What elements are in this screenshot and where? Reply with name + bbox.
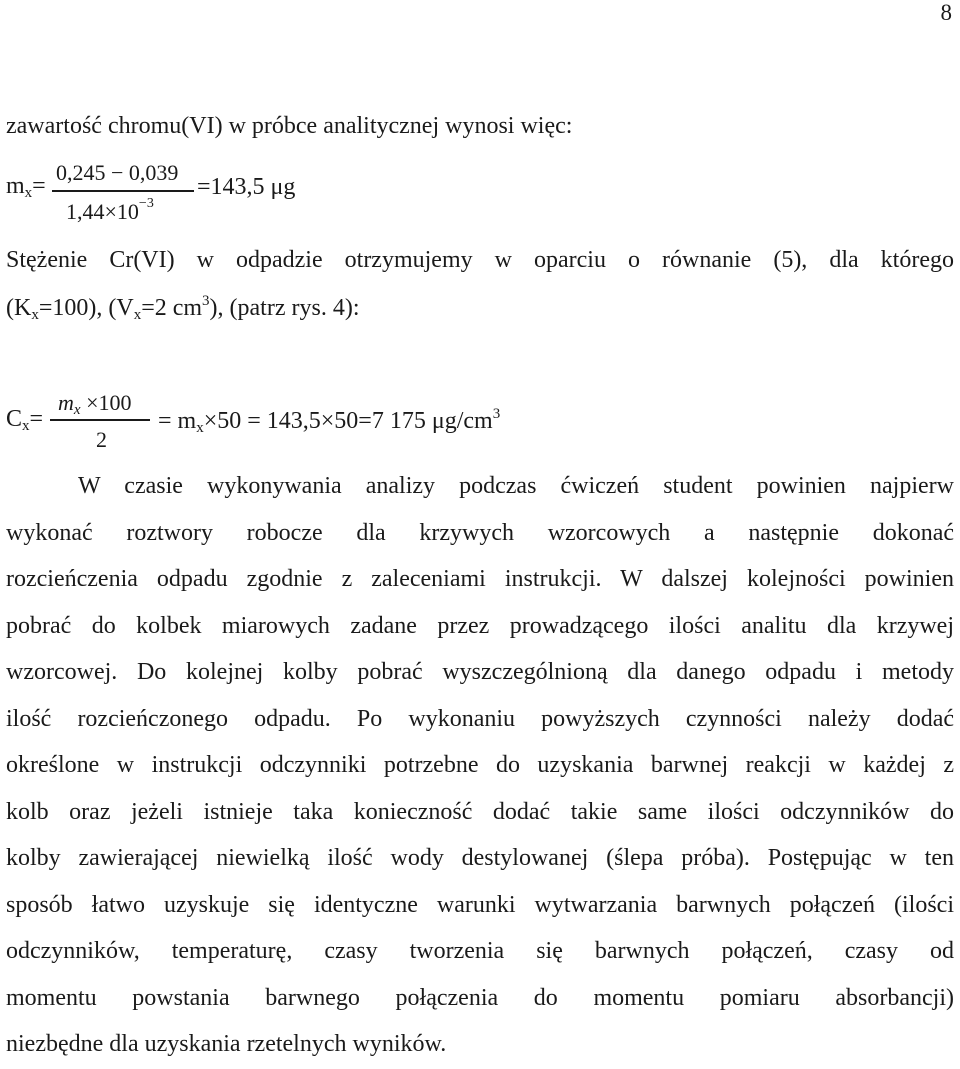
paragraph-line: określone w instrukcji odczynniki potrzebne do uzyskania barwnej reakcji w każdej z xyxy=(6,752,954,778)
fraction-bar xyxy=(52,190,194,192)
formula-mx-numerator: 0,245 − 0,039 xyxy=(56,160,179,185)
paragraph-line: momentu powstania barwnego połączenia do momentu pomiaru absorbancji) xyxy=(6,985,954,1011)
formula-mx-denominator: $1,44\times 10^{-3}$ xyxy=(66,196,154,224)
formula-cx-denominator: 2 xyxy=(96,427,107,452)
paragraph-line: $(K_x=100)$, ($V_x=2$ $cm^3$), (patrz rys. 4): xyxy=(6,293,360,323)
paragraph-line: rozcieńczenia odpadu zgodnie z zaleceniami instrukcji. W dalszej kolejności powinien xyxy=(6,566,954,592)
formula-mx-result: =143,5 μg xyxy=(197,174,296,200)
formula-cx-result: = $m_x\times 50 = 143,5\times 50=7$ 175 $\mu g/cm^3$ xyxy=(158,406,501,436)
formula-cx-lhs: $C_x=$ xyxy=(6,406,44,434)
fraction-bar xyxy=(50,419,150,421)
paragraph-line: niezbędne dla uzyskania rzetelnych wyników. xyxy=(6,1031,447,1057)
paragraph-line: W czasie wykonywania analizy podczas ćwiczeń student powinien najpierw xyxy=(78,473,954,499)
page-number: 8 xyxy=(940,0,952,25)
intro-text: zawartość chromu(VI) w próbce analitycznej wynosi więc: xyxy=(6,113,573,139)
paragraph-line: kolby zawierającej niewielką ilość wody destylowanej (ślepa próba). Postępując w ten xyxy=(6,845,954,871)
paragraph-line: kolb oraz jeżeli istnieje taka konieczność dodać takie same ilości odczynników do xyxy=(6,799,954,825)
paragraph-line: ilość rozcieńczonego odpadu. Po wykonaniu powyższych czynności należy dodać xyxy=(6,706,954,732)
paragraph-line: wzorcowej. Do kolejnej kolby pobrać wyszczególnioną dla danego odpadu i metody xyxy=(6,659,954,685)
formula-mx-lhs: $m_x=$ xyxy=(6,173,46,201)
paragraph-line: Stężenie Cr(VI) w odpadzie otrzymujemy w oparciu o równanie (5), dla którego xyxy=(6,247,954,273)
paragraph-line: pobrać do kolbek miarowych zadane przez prowadzącego ilości analitu dla krzywej xyxy=(6,613,954,639)
paragraph-line: sposób łatwo uzyskuje się identyczne warunki wytwarzania barwnych połączeń (ilości xyxy=(6,892,954,918)
paragraph-line: wykonać roztwory robocze dla krzywych wzorcowych a następnie dokonać xyxy=(6,520,954,546)
paragraph-line: odczynników, temperaturę, czasy tworzenia się barwnych połączeń, czasy od xyxy=(6,938,954,964)
formula-cx-numerator: $m_x \times 100$ xyxy=(58,390,132,418)
